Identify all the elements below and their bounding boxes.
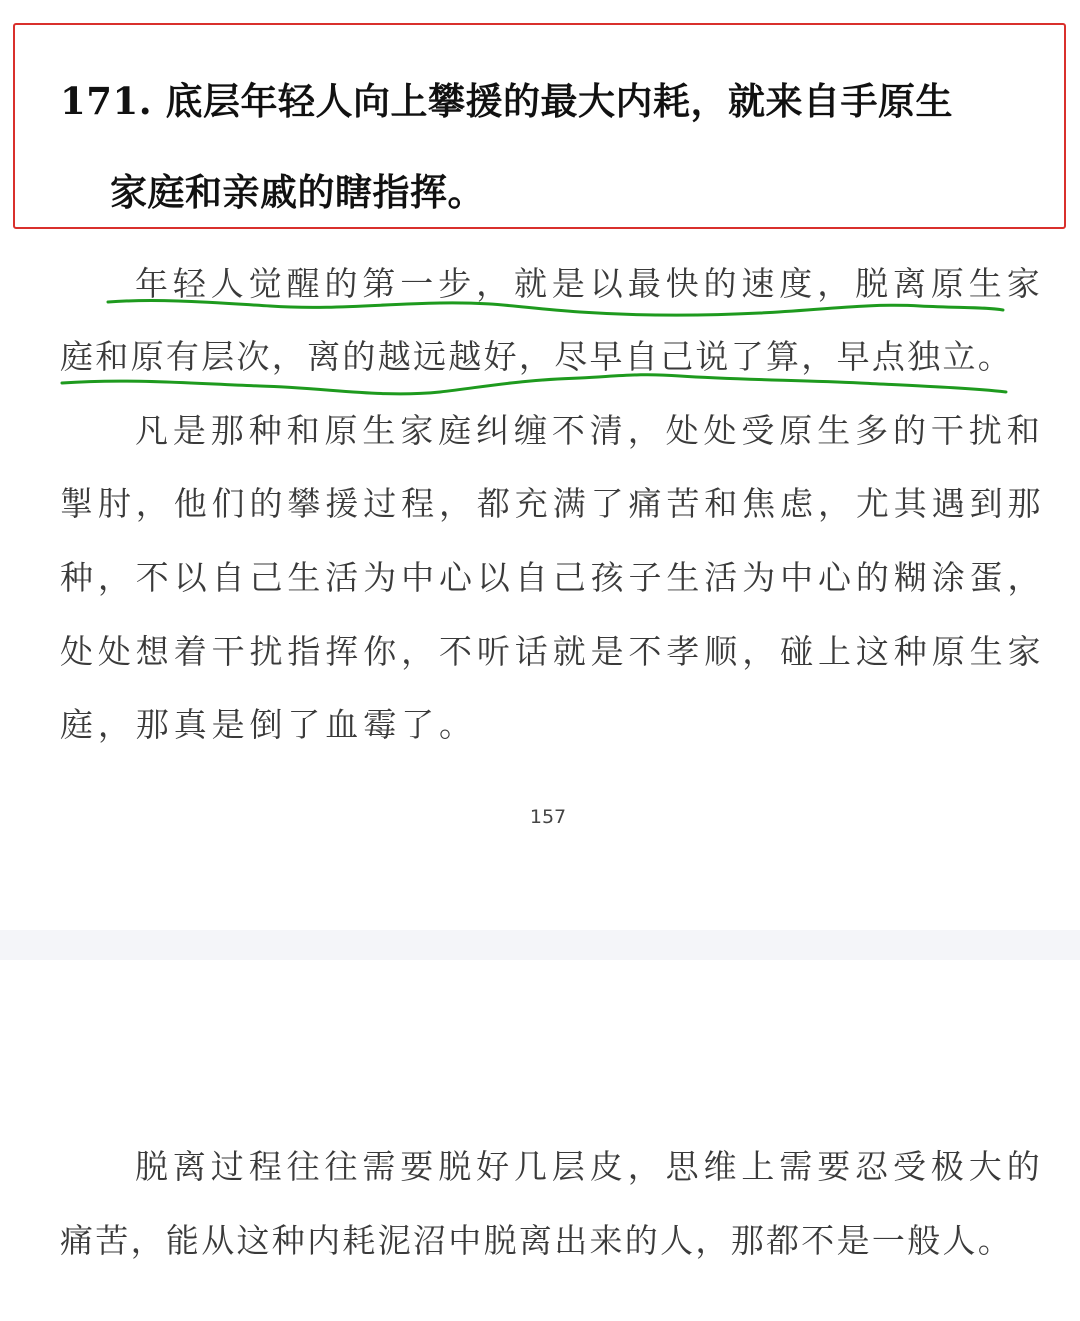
line-text: 痛苦，能从这种内耗泥沼中脱离出来的人，那都不是一般人。 (60, 1221, 1014, 1260)
page-number: 157 (529, 806, 567, 828)
paragraph-line (0, 401, 1080, 461)
paragraph-line (0, 695, 1080, 755)
heading-text-1: 底层年轻人向上攀援的最大内耗，就来自手原生 (165, 80, 954, 123)
line-text: 凡是那种和原生家庭纠缠不清，处处受原生多的干扰和 (135, 411, 1045, 450)
paragraph-line (0, 254, 1080, 314)
paragraph-line (0, 1137, 1080, 1197)
paragraph-line (0, 622, 1080, 682)
paragraph-line (0, 327, 1080, 387)
line-text: 掣肘，他们的攀援过程，都充满了痛苦和焦虑，尤其遇到那 (60, 484, 1046, 523)
title-box (13, 23, 1066, 229)
heading-line-2 (110, 162, 485, 216)
heading-number: 171. (60, 79, 153, 123)
paragraph-line (0, 1211, 1080, 1271)
line-text: 年轻人觉醒的第一步，就是以最快的速度，脱离原生家 (135, 264, 1045, 303)
line-text: 处处想着干扰指挥你，不听话就是不孝顺，碰上这种原生家 (60, 632, 1046, 671)
heading-line-1 (60, 71, 953, 125)
heading-text-2: 家庭和亲戚的瞎指挥。 (110, 171, 485, 214)
page-divider (0, 930, 1080, 960)
paragraph-line (0, 548, 1080, 608)
line-text: 庭，那真是倒了血霉了。 (60, 705, 477, 744)
line-text: 庭和原有层次，离的越远越好，尽早自己说了算，早点独立。 (60, 337, 1014, 376)
line-text: 种，不以自己生活为中心以自己孩子生活为中心的糊涂蛋， (60, 558, 1046, 597)
paragraph-line (0, 474, 1080, 534)
line-text: 脱离过程往往需要脱好几层皮，思维上需要忍受极大的 (135, 1147, 1045, 1186)
